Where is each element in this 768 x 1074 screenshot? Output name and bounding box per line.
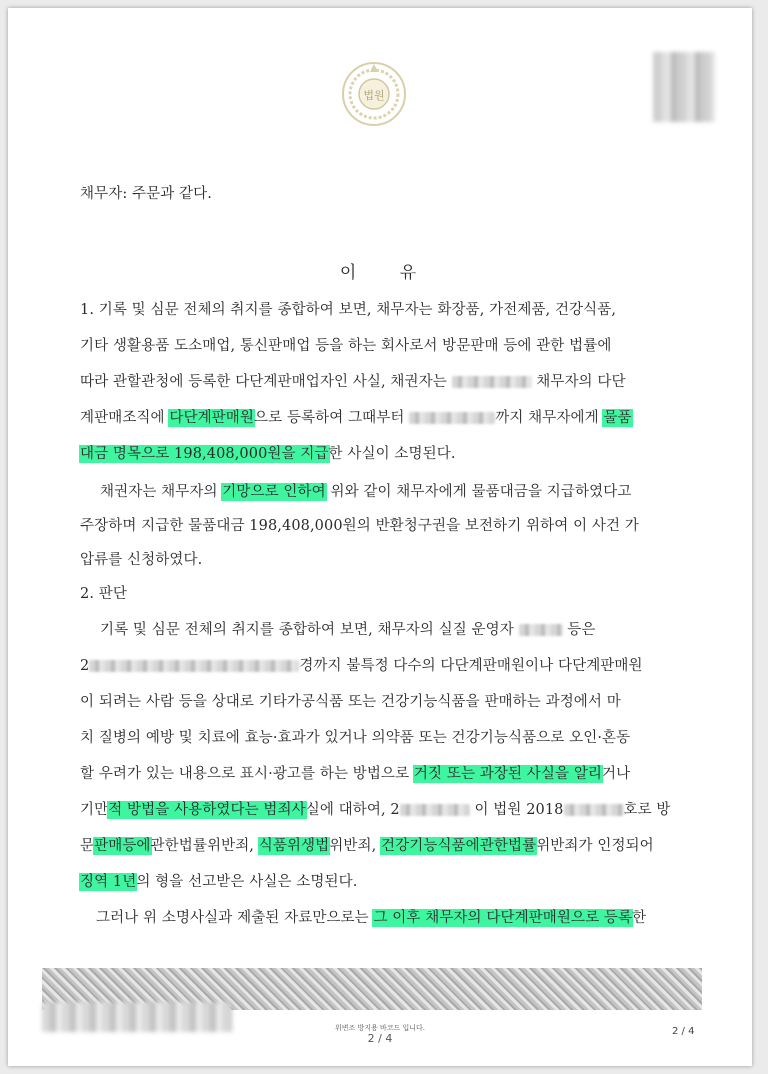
text-line (80, 800, 670, 820)
text-fragment: 실에 대하여, 2 (305, 802, 400, 818)
highlight: 그 이후 채무자의 다단계판매원으로 등록 (373, 910, 633, 926)
redacted-date (452, 376, 532, 388)
text-fragment: 할 우려가 있는 내용으로 표시·광고를 하는 방법으로 (80, 766, 414, 782)
highlight: 건강기능식품에관한법률 (381, 838, 537, 854)
redacted-date (89, 660, 299, 672)
text-fragment: 기록 및 심문 전체의 취지를 종합하여 보면, 채무자의 실질 운영자 (100, 622, 519, 638)
text-fragment: 이 법원 2018 (469, 802, 564, 818)
highlight: 기망으로 인하여 (222, 484, 326, 500)
highlight: 판매등에 (94, 838, 151, 854)
document-page (8, 8, 752, 1066)
redacted-date (409, 412, 495, 424)
text-fragment: 문 (80, 838, 95, 854)
text-line (80, 836, 670, 856)
text-fragment: 관한법률위반죄, (150, 838, 259, 854)
text-fragment: 까지 채무자에게 (495, 410, 604, 426)
text-line (100, 482, 690, 502)
debtor-line: 채무자: 주문과 같다. (80, 186, 212, 202)
text-line: 주장하며 지급한 물품대금 198,408,000원의 반환청구권을 보전하기 위하여 이 사건 가 (80, 518, 639, 534)
barcode-note: 위변조 방지용 바코드 입니다. (334, 1024, 426, 1032)
highlight: 식품위생법 (258, 838, 330, 854)
text-fragment: 호로 방 (623, 802, 671, 818)
text-fragment: 계판매조직에 (80, 410, 170, 426)
text-line (80, 764, 670, 784)
text-fragment: 의 형을 선고받은 사실은 소명된다. (136, 874, 358, 890)
text-fragment: 기만 (80, 802, 109, 818)
text-line (80, 408, 670, 428)
text-line: 압류를 신청하였다. (80, 552, 203, 568)
text-line (80, 656, 670, 676)
highlight: 다단계판매원 (169, 410, 255, 426)
text-fragment: 위반죄가 인정되어 (536, 838, 654, 854)
text-fragment: 으로 등록하여 그때부터 (254, 410, 410, 426)
highlight: 물품 (603, 410, 632, 426)
text-fragment: 등은 (562, 622, 596, 638)
court-seal-icon (340, 60, 408, 128)
highlight: 징역 1년 (80, 874, 137, 890)
text-fragment: 위반죄, (329, 838, 382, 854)
text-fragment: 채무자의 다단 (531, 374, 626, 390)
redacted-date (400, 804, 470, 816)
redacted-block (653, 52, 715, 122)
text-fragment: 2 (80, 658, 90, 674)
highlight: 적 방법을 사용하였다는 범죄사 (108, 802, 306, 818)
page-number-right: 2 / 4 (672, 1026, 695, 1037)
text-fragment: 거나 (602, 766, 631, 782)
text-fragment: 위와 같이 채무자에게 물품대금을 지급하였다고 (325, 484, 632, 500)
text-fragment: 따라 관할관청에 등록한 다단계판매업자인 사실, 채권자는 (80, 374, 452, 390)
text-fragment: 한 (632, 910, 647, 926)
text-line: 1. 기록 및 심문 전체의 취지를 종합하여 보면, 채무자는 화장품, 가전제품, 건강식품, (80, 302, 617, 318)
text-fragment: 그러나 위 소명사실과 제출된 자료만으로는 (96, 910, 374, 926)
page-number: 2 / 4 (367, 1032, 393, 1045)
seal-label: 법원 (363, 89, 385, 102)
text-line: 이 되려는 사람 등을 상대로 기타가공식품 또는 건강기능식품을 판매하는 과정에서 마 (80, 694, 621, 710)
text-line (80, 444, 670, 464)
subheading: 2. 판단 (80, 586, 127, 602)
text-line (100, 620, 690, 640)
text-line: 치 질병의 예방 및 치료에 효능·효과가 있거나 의약품 또는 건강기능식품으로 오인·혼동 (80, 730, 631, 746)
redacted-name (519, 624, 563, 636)
text-fragment: 한 사실이 소명된다. (328, 446, 456, 462)
text-line (80, 872, 670, 892)
redacted-case-number (564, 804, 624, 816)
text-line (80, 372, 670, 392)
text-line: 기타 생활용품 도소매업, 통신판매업 등을 하는 회사로서 방문판매 등에 관한 법률에 (80, 338, 612, 354)
text-fragment: 경까지 불특정 다수의 다단계판매원이나 다단계판매원 (299, 658, 643, 674)
highlight: 대금 명목으로 198,408,000원을 지급 (80, 446, 329, 462)
text-line (96, 908, 686, 928)
section-heading: 이 유 (339, 263, 417, 283)
highlight: 거짓 또는 과장된 사실을 알리 (413, 766, 603, 782)
text-fragment: 채권자는 채무자의 (100, 484, 223, 500)
